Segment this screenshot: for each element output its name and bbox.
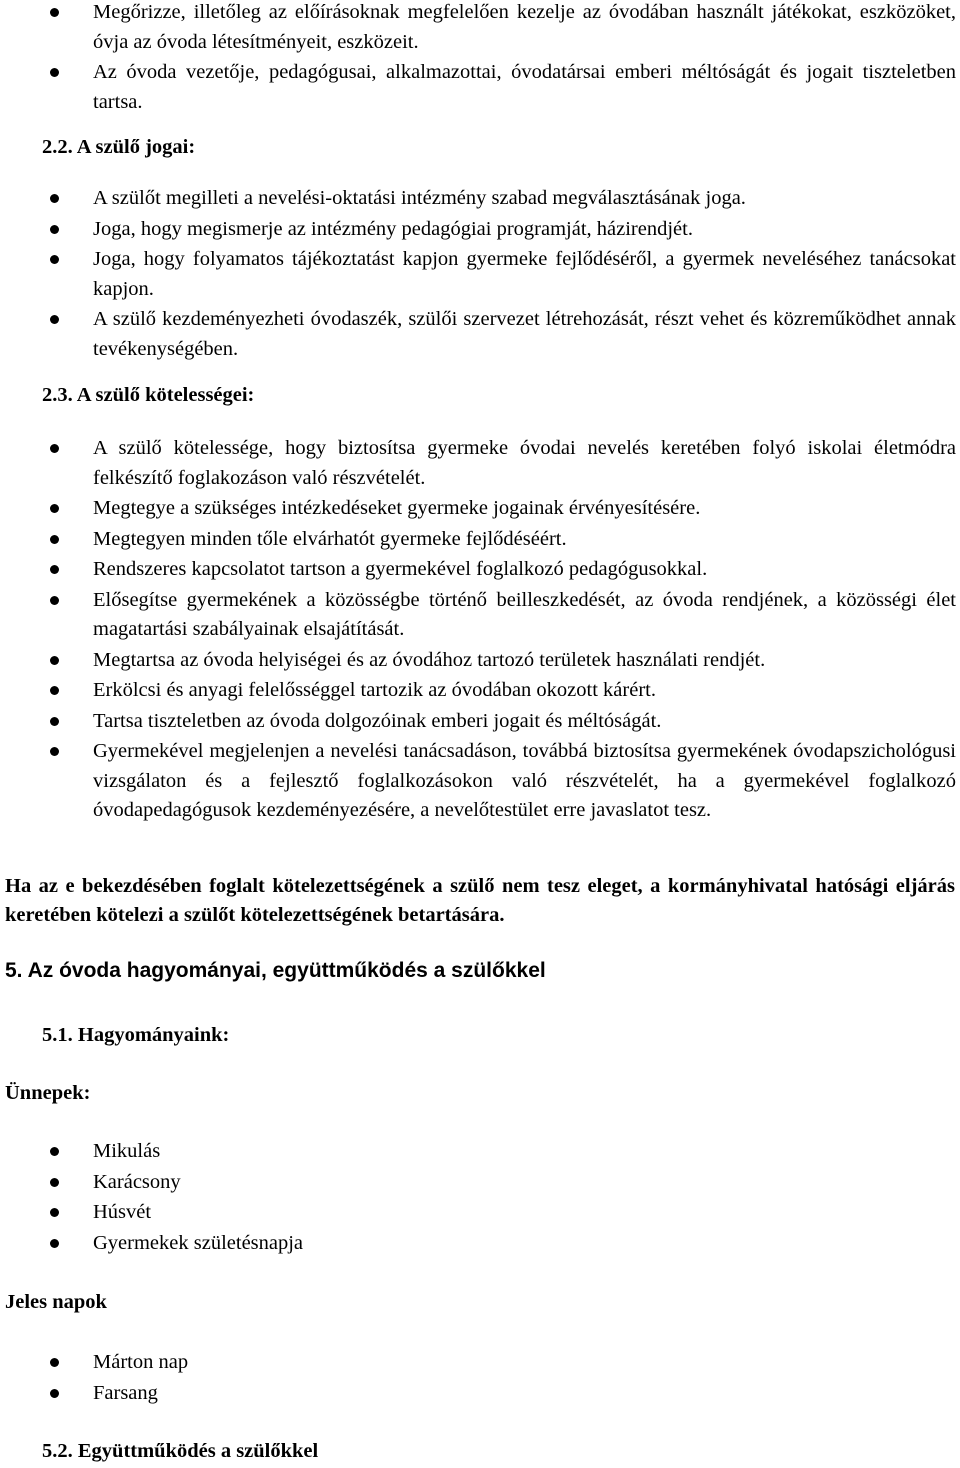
list-item: Mikulás xyxy=(0,1137,960,1167)
bullet-icon xyxy=(50,686,59,695)
list-item: Gyermekek születésnapja xyxy=(0,1229,960,1259)
list-item: A szülőt megilleti a nevelési-oktatási intézmény szabad megválasztásának joga. xyxy=(0,184,960,214)
holidays-list xyxy=(0,1137,960,1258)
bullet-icon xyxy=(50,565,59,574)
list-item: Karácsony xyxy=(0,1168,960,1198)
top-bullet-list xyxy=(0,0,960,117)
parent-rights-list xyxy=(0,184,960,364)
list-item: Gyermekével megjelenjen a nevelési tanácsadáson, továbbá biztosítsa gyermekének óvodapszichológusi vizsgálaton és a fejlesztő foglalkozásokon való részvételét, ha a gyermekével foglalkozó óvodapedagógusok kezdeményezésére, a nevelőtestület erre javaslatot tesz. xyxy=(0,737,960,826)
section-5-1-heading: 5.1. Hagyományaink: xyxy=(42,1024,230,1046)
bullet-icon xyxy=(50,8,59,17)
list-item: Tartsa tiszteletben az óvoda dolgozóinak emberi jogait és méltóságát. xyxy=(0,707,960,737)
list-item: Az óvoda vezetője, pedagógusai, alkalmazottai, óvodatársai emberi méltóságát és jogait tiszteletben tartsa. xyxy=(0,58,960,117)
bullet-icon xyxy=(50,596,59,605)
list-item: Joga, hogy megismerje az intézmény pedagógiai programját, házirendjét. xyxy=(0,215,960,245)
list-item: A szülő kezdeményezheti óvodaszék, szülői szervezet létrehozását, részt vehet és közreműködhet annak tevékenységében. xyxy=(0,305,960,364)
bullet-icon xyxy=(50,656,59,665)
bullet-icon xyxy=(50,504,59,513)
section-2-3-heading: 2.3. A szülő kötelességei: xyxy=(42,384,255,406)
list-item: Joga, hogy folyamatos tájékoztatást kapjon gyermeke fejlődéséről, a gyermek neveléséhez tanácsokat kapjon. xyxy=(0,245,960,304)
section-5-heading: 5. Az óvoda hagyományai, együttműködés a szülőkkel xyxy=(5,959,546,982)
list-item: Húsvét xyxy=(0,1198,960,1228)
list-item: Erkölcsi és anyagi felelősséggel tartozik az óvodában okozott kárért. xyxy=(0,676,960,706)
bullet-icon xyxy=(50,194,59,203)
list-item: Megtegyen minden tőle elvárhatót gyermeke fejlődéséért. xyxy=(0,525,960,555)
bullet-icon xyxy=(50,747,59,756)
section-5-2-heading: 5.2. Együttműködés a szülőkkel xyxy=(42,1440,319,1462)
bullet-icon xyxy=(50,1239,59,1248)
list-item: Rendszeres kapcsolatot tartson a gyermekével foglalkozó pedagógusokkal. xyxy=(0,555,960,585)
bullet-icon xyxy=(50,1208,59,1217)
list-item: Márton nap xyxy=(0,1348,960,1378)
bullet-icon xyxy=(50,717,59,726)
bullet-icon xyxy=(50,1178,59,1187)
section-2-2-heading: 2.2. A szülő jogai: xyxy=(42,136,196,158)
parent-duties-list xyxy=(0,434,960,826)
list-item: Elősegítse gyermekének a közösségbe történő beilleszkedését, az óvoda rendjének, a közösségi élet magatartási szabályainak elsajátítását. xyxy=(0,586,960,645)
bullet-icon xyxy=(50,255,59,264)
notable-days-label: Jeles napok xyxy=(5,1291,107,1313)
list-item: Megtegye a szükséges intézkedéseket gyermeke jogainak érvényesítésére. xyxy=(0,494,960,524)
bullet-icon xyxy=(50,225,59,234)
holidays-label: Ünnepek: xyxy=(5,1082,91,1104)
list-item: Megtartsa az óvoda helyiségei és az óvodához tartozó területek használati rendjét. xyxy=(0,646,960,676)
bullet-icon xyxy=(50,315,59,324)
bullet-icon xyxy=(50,444,59,453)
bullet-icon xyxy=(50,1358,59,1367)
bullet-icon xyxy=(50,1147,59,1156)
bullet-icon xyxy=(50,1389,59,1398)
list-item: Megőrizze, illetőleg az előírásoknak megfelelően kezelje az óvodában használt játékokat, eszközöket, óvja az óvoda létesítményeit, eszközeit. xyxy=(0,0,960,57)
list-item: Farsang xyxy=(0,1379,960,1409)
notable-days-list xyxy=(0,1348,960,1408)
obligation-notice: Ha az e bekezdésében foglalt kötelezettségének a szülő nem tesz eleget, a kormányhivatal hatósági eljárás keretében kötelezi a szülőt kötelezettségének betartására. xyxy=(5,875,955,926)
bullet-icon xyxy=(50,535,59,544)
list-item: A szülő kötelessége, hogy biztosítsa gyermeke óvodai nevelés keretében folyó iskolai életmódra felkészítő foglakozáson való részvételét. xyxy=(0,434,960,493)
bullet-icon xyxy=(50,68,59,77)
